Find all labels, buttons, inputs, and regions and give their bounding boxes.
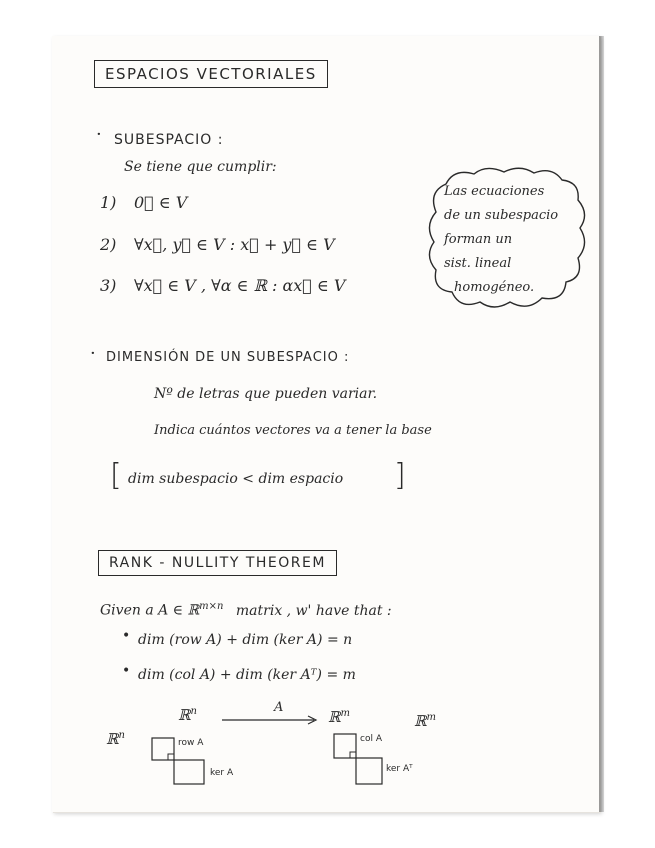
condition-2-text: ∀x⃗, y⃗ ∈ V : x⃗ + y⃗ ∈ V bbox=[134, 235, 335, 254]
given-suffix: matrix , w' have that : bbox=[235, 602, 392, 619]
note-line: Las ecuaciones bbox=[444, 184, 545, 199]
given-superscript: m×n bbox=[199, 601, 224, 612]
domain-symbol: ℝ bbox=[178, 706, 191, 724]
left-kernel-label: ker Aᵀ bbox=[386, 764, 413, 774]
dimension-line-1: Nº de letras que pueden variar. bbox=[154, 386, 378, 402]
condition-1-number: 1) bbox=[100, 193, 117, 212]
dimension-heading: DIMENSIÓN DE UN SUBESPACIO : bbox=[106, 350, 350, 365]
dimension-line-2: Indica cuántos vectores va a tener la base bbox=[154, 423, 432, 438]
codomain-sup: m bbox=[340, 708, 350, 719]
note-line: forman un bbox=[444, 232, 513, 247]
left-space-symbol: ℝ bbox=[106, 730, 119, 748]
rank-nullity-heading: RANK - NULLITY THEOREM bbox=[98, 550, 337, 576]
right-space-symbol: ℝ bbox=[414, 712, 427, 730]
condition-1-text: 0⃗ ∈ V bbox=[134, 193, 188, 212]
condition-3-text: ∀x⃗ ∈ V , ∀α ∈ ℝ : αx⃗ ∈ V bbox=[134, 276, 346, 295]
codomain-symbol: ℝ bbox=[328, 708, 341, 726]
condition-2-number: 2) bbox=[100, 235, 117, 254]
right-angle-mark bbox=[350, 752, 356, 758]
note-line: homogéneo. bbox=[454, 280, 535, 295]
given-prefix: Given a A ∈ ℝ bbox=[100, 602, 200, 619]
bracket-right: ] bbox=[394, 458, 406, 493]
domain-sup: n bbox=[190, 706, 197, 717]
condition-3-number: 3) bbox=[100, 276, 117, 295]
left-space-sup: n bbox=[118, 730, 125, 741]
row-space-label: row A bbox=[178, 738, 204, 748]
bracket-left: [ bbox=[110, 458, 122, 493]
col-space-label: col A bbox=[360, 734, 382, 744]
rank-statement-2: dim (col A) + dim (ker Aᵀ) = m bbox=[138, 667, 356, 683]
subspace-intro: Se tiene que cumplir: bbox=[124, 159, 277, 175]
note-line: sist. lineal bbox=[444, 256, 512, 271]
right-space-sup: m bbox=[426, 712, 436, 723]
row-space-square bbox=[152, 738, 174, 760]
subspace-heading: SUBESPACIO : bbox=[114, 132, 224, 148]
kernel-label: ker A bbox=[210, 768, 234, 778]
bullet: · bbox=[90, 343, 96, 364]
dimension-inequality: dim subespacio < dim espacio bbox=[128, 471, 344, 487]
kernel-square bbox=[174, 760, 204, 784]
col-space-square bbox=[334, 734, 356, 758]
arrow-label: A bbox=[274, 700, 284, 715]
notebook-page bbox=[52, 36, 600, 812]
bullet: • bbox=[122, 628, 131, 644]
subspace-diagram bbox=[52, 36, 600, 812]
right-angle-mark bbox=[168, 754, 174, 760]
bullet: • bbox=[122, 663, 131, 679]
page-title: ESPACIOS VECTORIALES bbox=[94, 60, 328, 88]
bullet: · bbox=[96, 124, 102, 145]
left-kernel-square bbox=[356, 758, 382, 784]
rank-statement-1: dim (row A) + dim (ker A) = n bbox=[138, 632, 353, 648]
note-line: de un subespacio bbox=[444, 208, 559, 223]
